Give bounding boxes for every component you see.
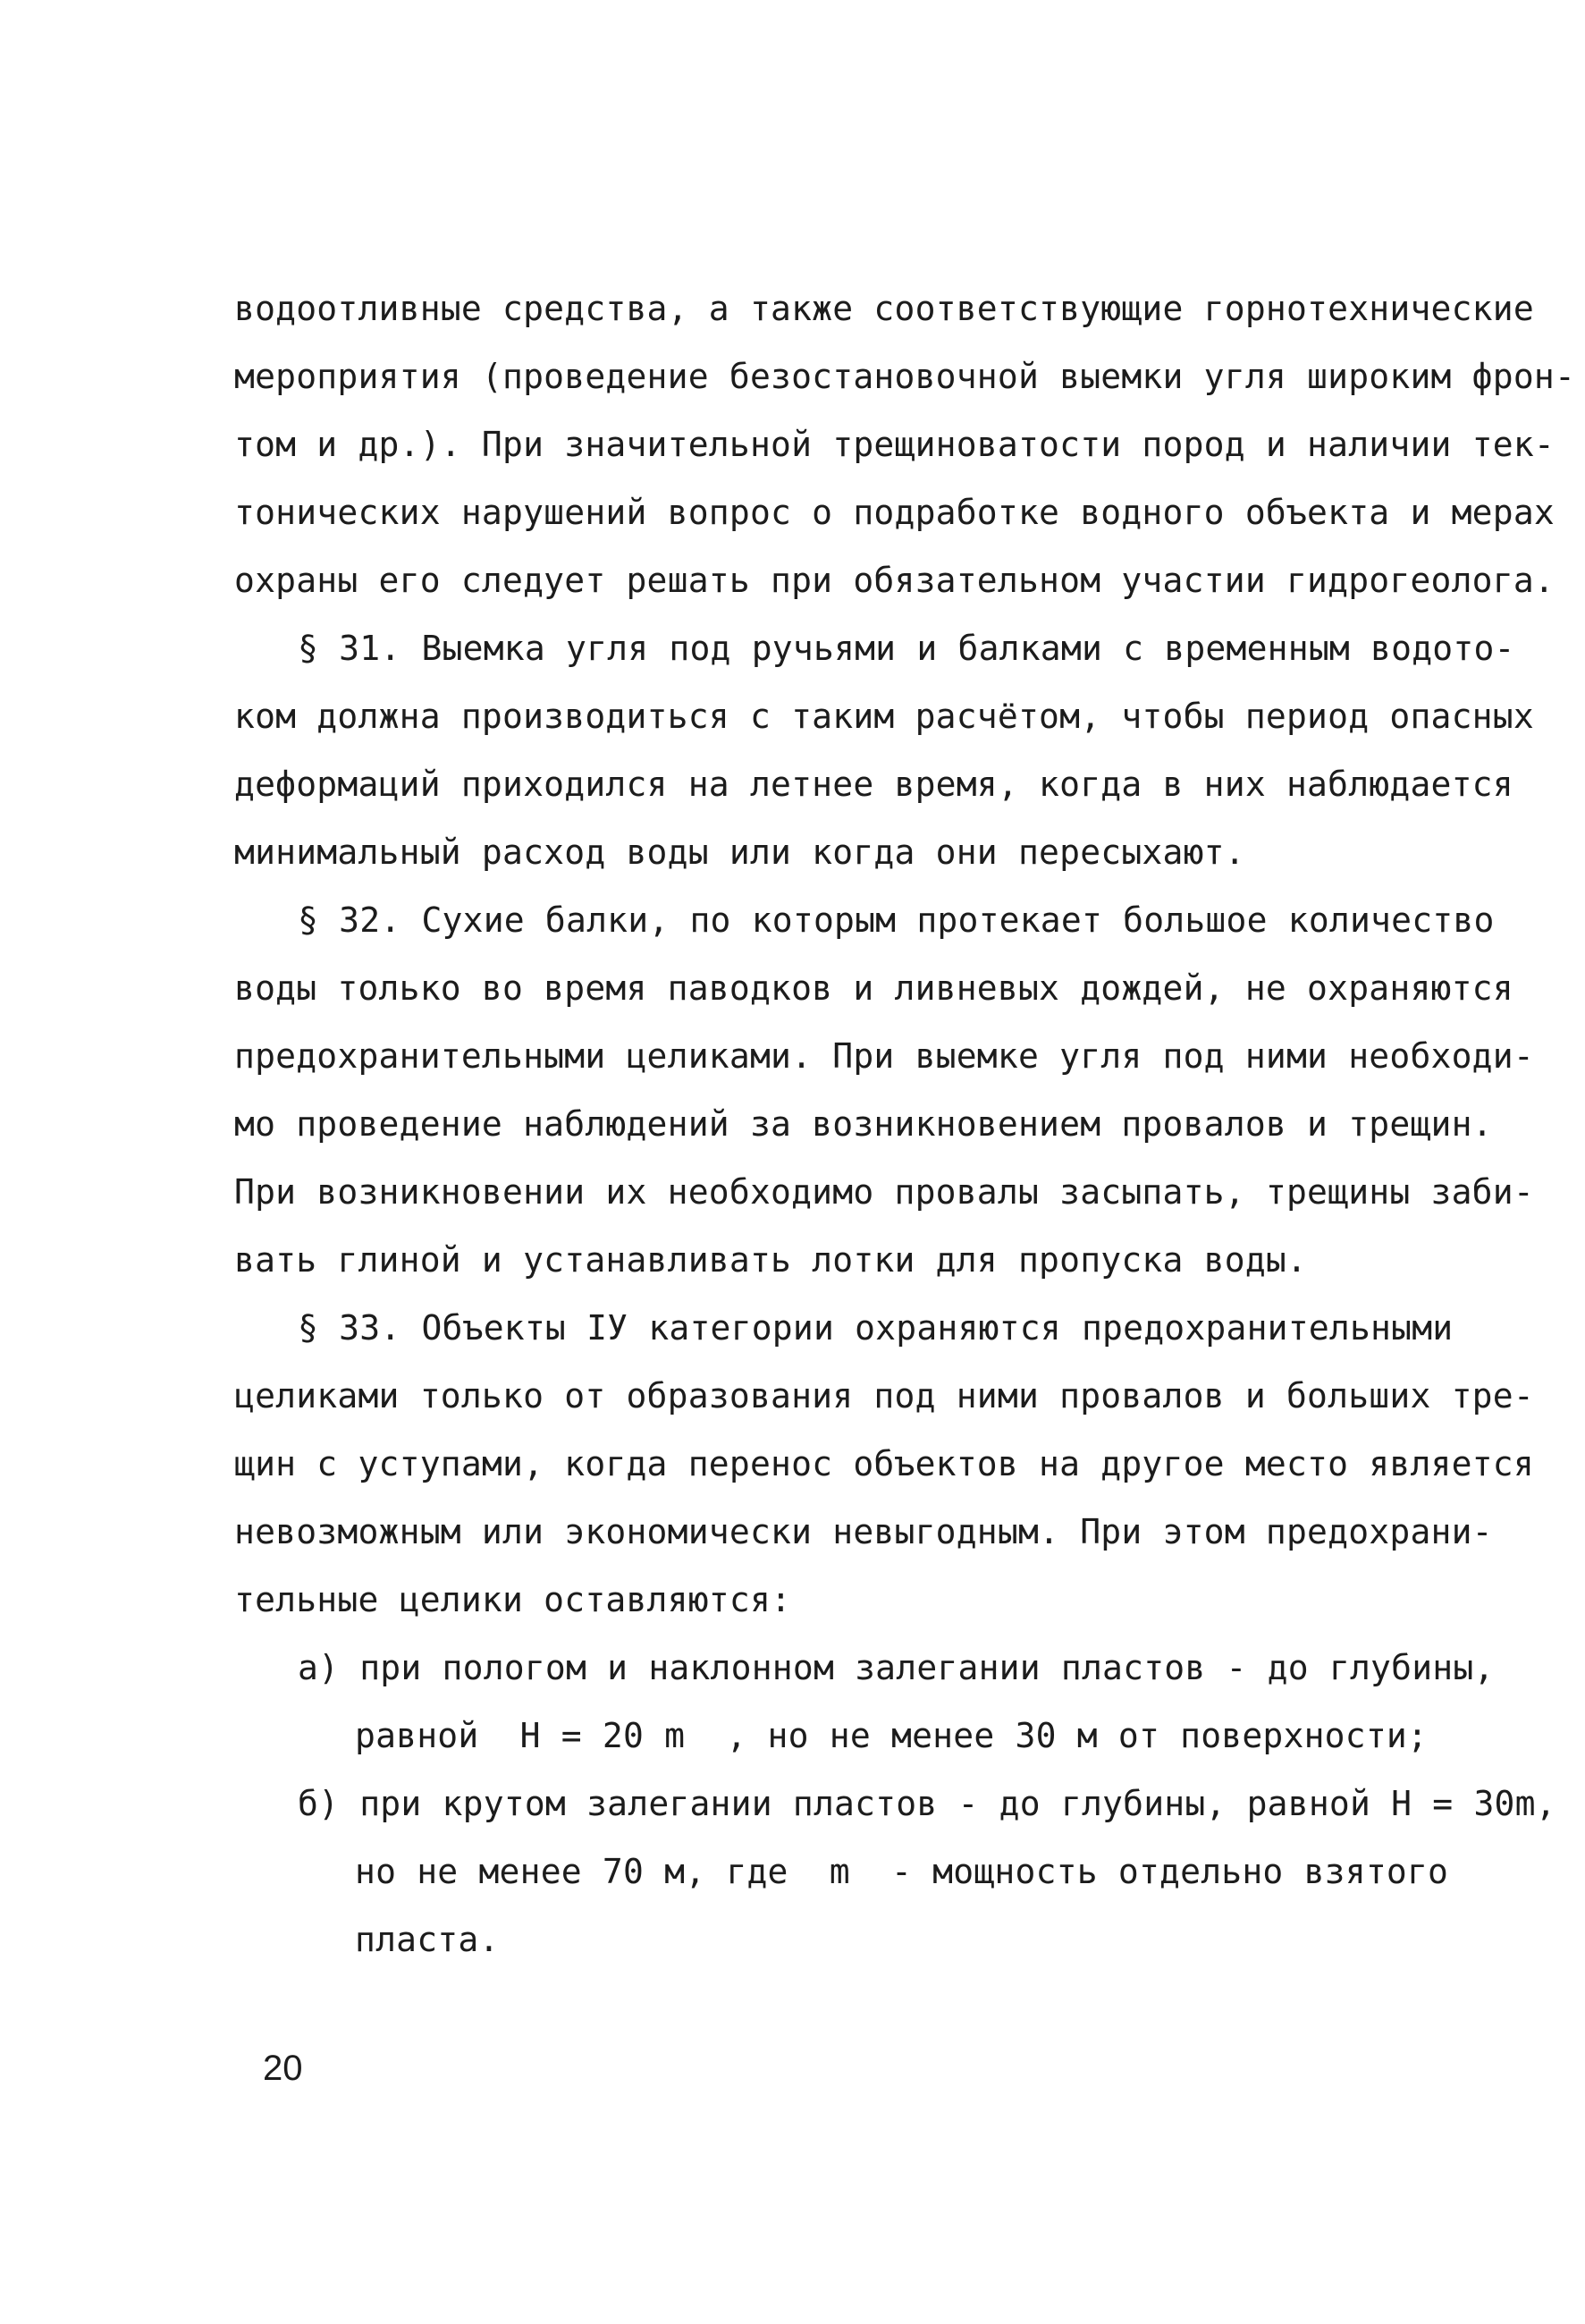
section-32-start: § 32. Сухие балки, по которым протекает большое количество bbox=[298, 900, 1495, 940]
page-number: 20 bbox=[263, 2049, 303, 2088]
text-line: воды только во время паводков и ливневых дождей, не охраняются bbox=[234, 968, 1513, 1008]
text-line: вать глиной и устанавливать лотки для пропуска воды. bbox=[234, 1240, 1308, 1280]
section-33-start: § 33. Объекты IУ категории охраняются предохранительными bbox=[298, 1308, 1454, 1348]
text-line: водоотливные средства, а также соответствующие горнотехнические bbox=[234, 289, 1534, 328]
list-item-b-cont: пласта. bbox=[355, 1920, 500, 1959]
text-line: щин с уступами, когда перенос объектов на другое место является bbox=[234, 1444, 1534, 1483]
text-line: ком должна производиться с таким расчётом, чтобы период опасных bbox=[234, 697, 1534, 736]
text-line: При возникновении их необходимо провалы засыпать, трещины заби- bbox=[234, 1172, 1534, 1212]
list-item-a-cont: равной Н = 20 m , но не менее 30 м от поверхности; bbox=[355, 1716, 1429, 1755]
text-line: мероприятия (проведение безостановочной выемки угля широким фрон- bbox=[234, 357, 1576, 396]
text-line: тельные целики оставляются: bbox=[234, 1580, 792, 1619]
text-line: тонических нарушений вопрос о подработке водного объекта и мерах bbox=[234, 493, 1555, 532]
text-line: деформаций приходился на летнее время, когда в них наблюдается bbox=[234, 765, 1513, 804]
text-line: невозможным или экономически невыгодным. При этом предохрани- bbox=[234, 1512, 1493, 1551]
list-item-b-cont: но не менее 70 м, где m - мощность отдельно взятого bbox=[355, 1852, 1449, 1891]
list-item-a: а) при пологом и наклонном залегании пластов - до глубины, bbox=[298, 1648, 1495, 1687]
text-line: минимальный расход воды или когда они пересыхают. bbox=[234, 832, 1245, 872]
text-line: охраны его следует решать при обязательном участии гидрогеолога. bbox=[234, 561, 1555, 600]
text-line: целиками только от образования под ними провалов и больших тре- bbox=[234, 1376, 1534, 1416]
text-line: том и др.). При значительной трещиноватости пород и наличии тек- bbox=[234, 425, 1555, 464]
text-line: предохранительными целиками. При выемке угля под ними необходи- bbox=[234, 1036, 1534, 1076]
section-31-start: § 31. Выемка угля под ручьями и балками с временным водото- bbox=[298, 629, 1515, 668]
text-line: мо проведение наблюдений за возникновением провалов и трещин. bbox=[234, 1104, 1493, 1144]
list-item-b: б) при крутом залегании пластов - до глубины, равной Н = 30m, bbox=[298, 1784, 1556, 1823]
